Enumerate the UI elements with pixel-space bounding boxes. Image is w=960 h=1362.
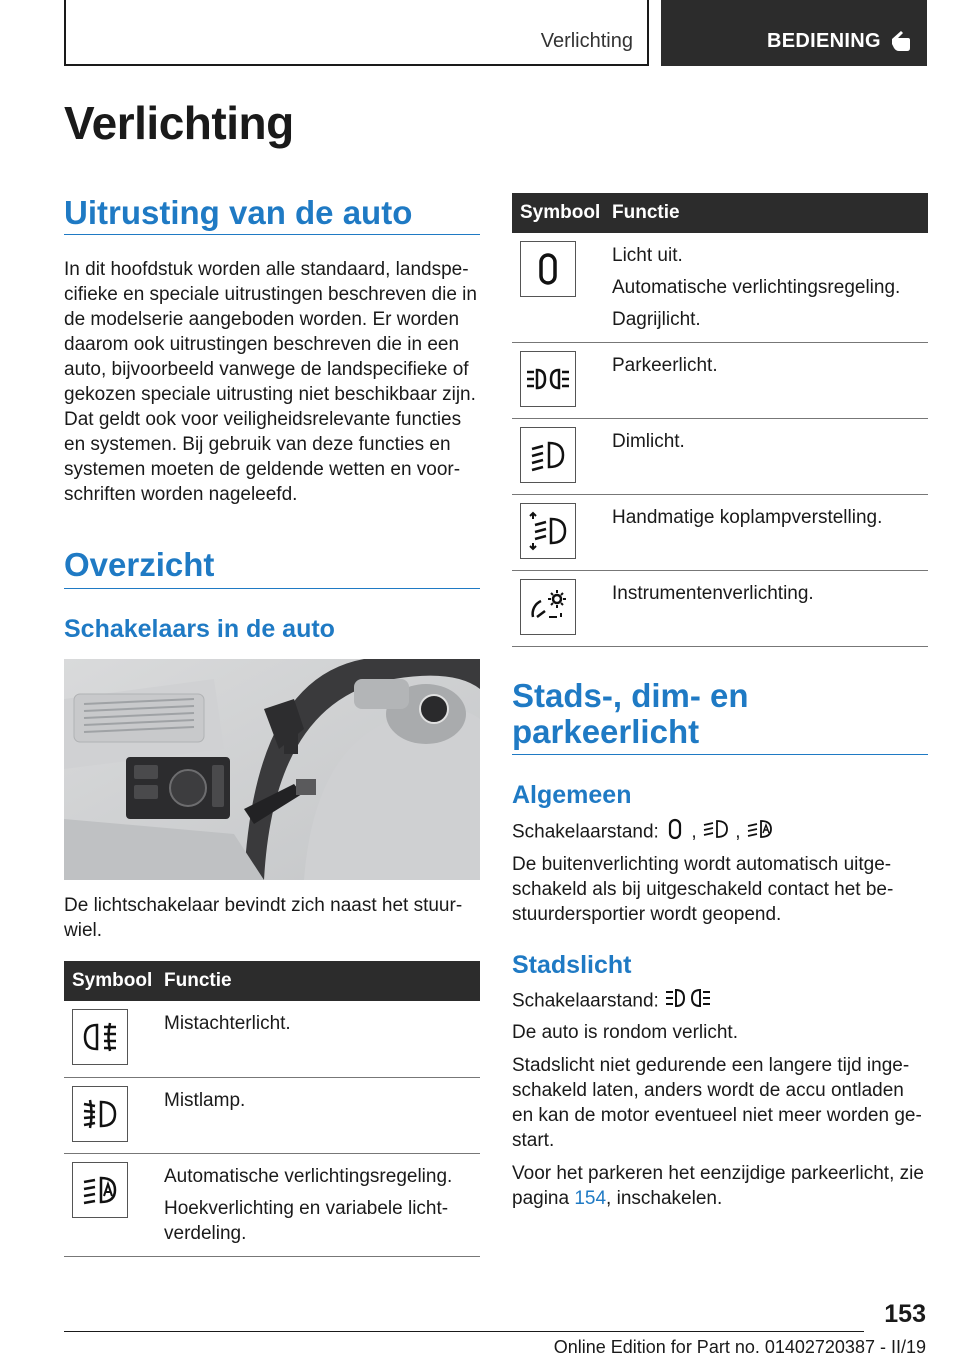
table-row: [512, 571, 928, 647]
overview-heading: Overzicht: [64, 546, 215, 583]
separator: ,: [691, 821, 697, 843]
parking-light-subheading: Stadslicht: [512, 951, 632, 979]
function-text: Hoekverlichting en variabele licht- verdeling.: [164, 1197, 449, 1244]
parking-warning-paragraph: Stadslicht niet gedurende een langere tijd inge- schakeld laten, anders wordt de accu ontladen en kan de motor eventueel niet meer worden ge- start.: [512, 1055, 922, 1151]
equipment-paragraph: In dit hoofdstuk worden alle standaard, landspe- cifieke en speciale uitrustingen beschreven die in de modelserie aangeboden worden. Er worden daarom ook uitrustingen beschreven die in een auto, bijvoorbeeld vanwege de landspecifieke of gekozen speciale uitrusting niet beschikbaar zijn. Dat geldt ook voor veiligheidsrelevante functies en systemen. Bij gebruik van deze functies en systemen moeten de geldende wetten en voor- schriften worden nageleefd.: [64, 259, 477, 505]
function-text: Mistachterlicht.: [164, 1013, 291, 1034]
equipment-heading-rule: [64, 234, 480, 235]
rear-fog-light-icon: [72, 1009, 128, 1065]
instrument-lighting-icon: [520, 579, 576, 635]
function-text: Instrumentenverlichting.: [612, 583, 814, 604]
right-symbol-table: [512, 193, 928, 647]
switch-position-label: Schakelaarstand:: [512, 821, 659, 843]
edition-footer: Online Edition for Part no. 01402720387 - II/19: [553, 1337, 926, 1357]
function-text: Automatische verlichtingsregeling.: [164, 1165, 453, 1187]
switch-position-label: Schakelaarstand:: [512, 990, 659, 1012]
city-lights-heading: Stads-, dim- en parkeerlicht: [512, 677, 749, 750]
parking-line1: De auto is rondom verlicht.: [512, 1022, 738, 1043]
switch-caption: De lichtschakelaar bevindt zich naast het stuur- wiel.: [64, 895, 463, 941]
automatic-lighting-icon: [72, 1162, 128, 1218]
overview-heading-rule: [64, 588, 480, 589]
lights-off-icon: [520, 241, 576, 297]
table-row: [512, 495, 928, 571]
function-text: Dimlicht.: [612, 431, 685, 452]
general-subheading: Algemeen: [512, 781, 632, 809]
page-title: Verlichting: [64, 97, 294, 149]
function-text: Mistlamp.: [164, 1089, 246, 1111]
pointing-hand-icon: [887, 26, 915, 54]
header-section-box: [64, 0, 649, 66]
general-paragraph: De buitenverlichting wordt automatisch uitge- schakeld als bij uitgeschakeld contact het be- stuurdersportier wordt geopend.: [512, 854, 894, 925]
automatic-lighting-icon: [746, 818, 774, 847]
parking-reference-paragraph: Voor het parkeren het eenzijdige parkeerlicht, zie pagina 154, inschakelen.: [512, 1163, 924, 1209]
table-row: [64, 1077, 480, 1153]
lights-off-icon: [664, 818, 686, 847]
table-row: [64, 1153, 480, 1256]
header-section-label: Verlichting: [540, 30, 633, 52]
separator: ,: [735, 821, 741, 843]
function-text: Licht uit.: [612, 245, 683, 266]
fog-light-icon: [72, 1086, 128, 1142]
page-number: 153: [884, 1300, 926, 1328]
col-symbol-header: Symbool: [64, 961, 164, 1001]
col-function-header: Functie: [164, 961, 480, 1001]
header-chapter-box: [661, 0, 927, 66]
parking-light-icon: [664, 987, 712, 1016]
light-switch-photo: [64, 659, 480, 880]
table-row: [512, 343, 928, 419]
general-switch-positions: [512, 818, 932, 847]
city-lights-heading-rule: [512, 754, 928, 755]
headlight-range-icon: [520, 503, 576, 559]
left-symbol-table: [64, 961, 480, 1257]
parking-switch-position: [512, 987, 932, 1016]
table-row: [512, 419, 928, 495]
table-row: [64, 1001, 480, 1077]
low-beam-icon: [702, 818, 730, 847]
equipment-heading: Uitrusting van de auto: [64, 194, 413, 231]
low-beam-icon: [520, 427, 576, 483]
header-chapter-label: BEDIENING: [767, 30, 881, 52]
switches-subheading: Schakelaars in de auto: [64, 615, 335, 643]
function-text: Parkeerlicht.: [612, 355, 718, 376]
table-row: [512, 233, 928, 343]
parking-light-icon: [520, 351, 576, 407]
footer-rule: [64, 1331, 864, 1332]
function-text: Dagrijlicht.: [612, 309, 701, 330]
col-symbol-header: Symbool: [512, 193, 612, 233]
col-function-header: Functie: [612, 193, 928, 233]
page-link[interactable]: 154: [574, 1188, 607, 1209]
function-text: Handmatige koplampverstelling.: [612, 507, 883, 528]
function-text: Automatische verlichtingsregeling.: [612, 277, 901, 298]
